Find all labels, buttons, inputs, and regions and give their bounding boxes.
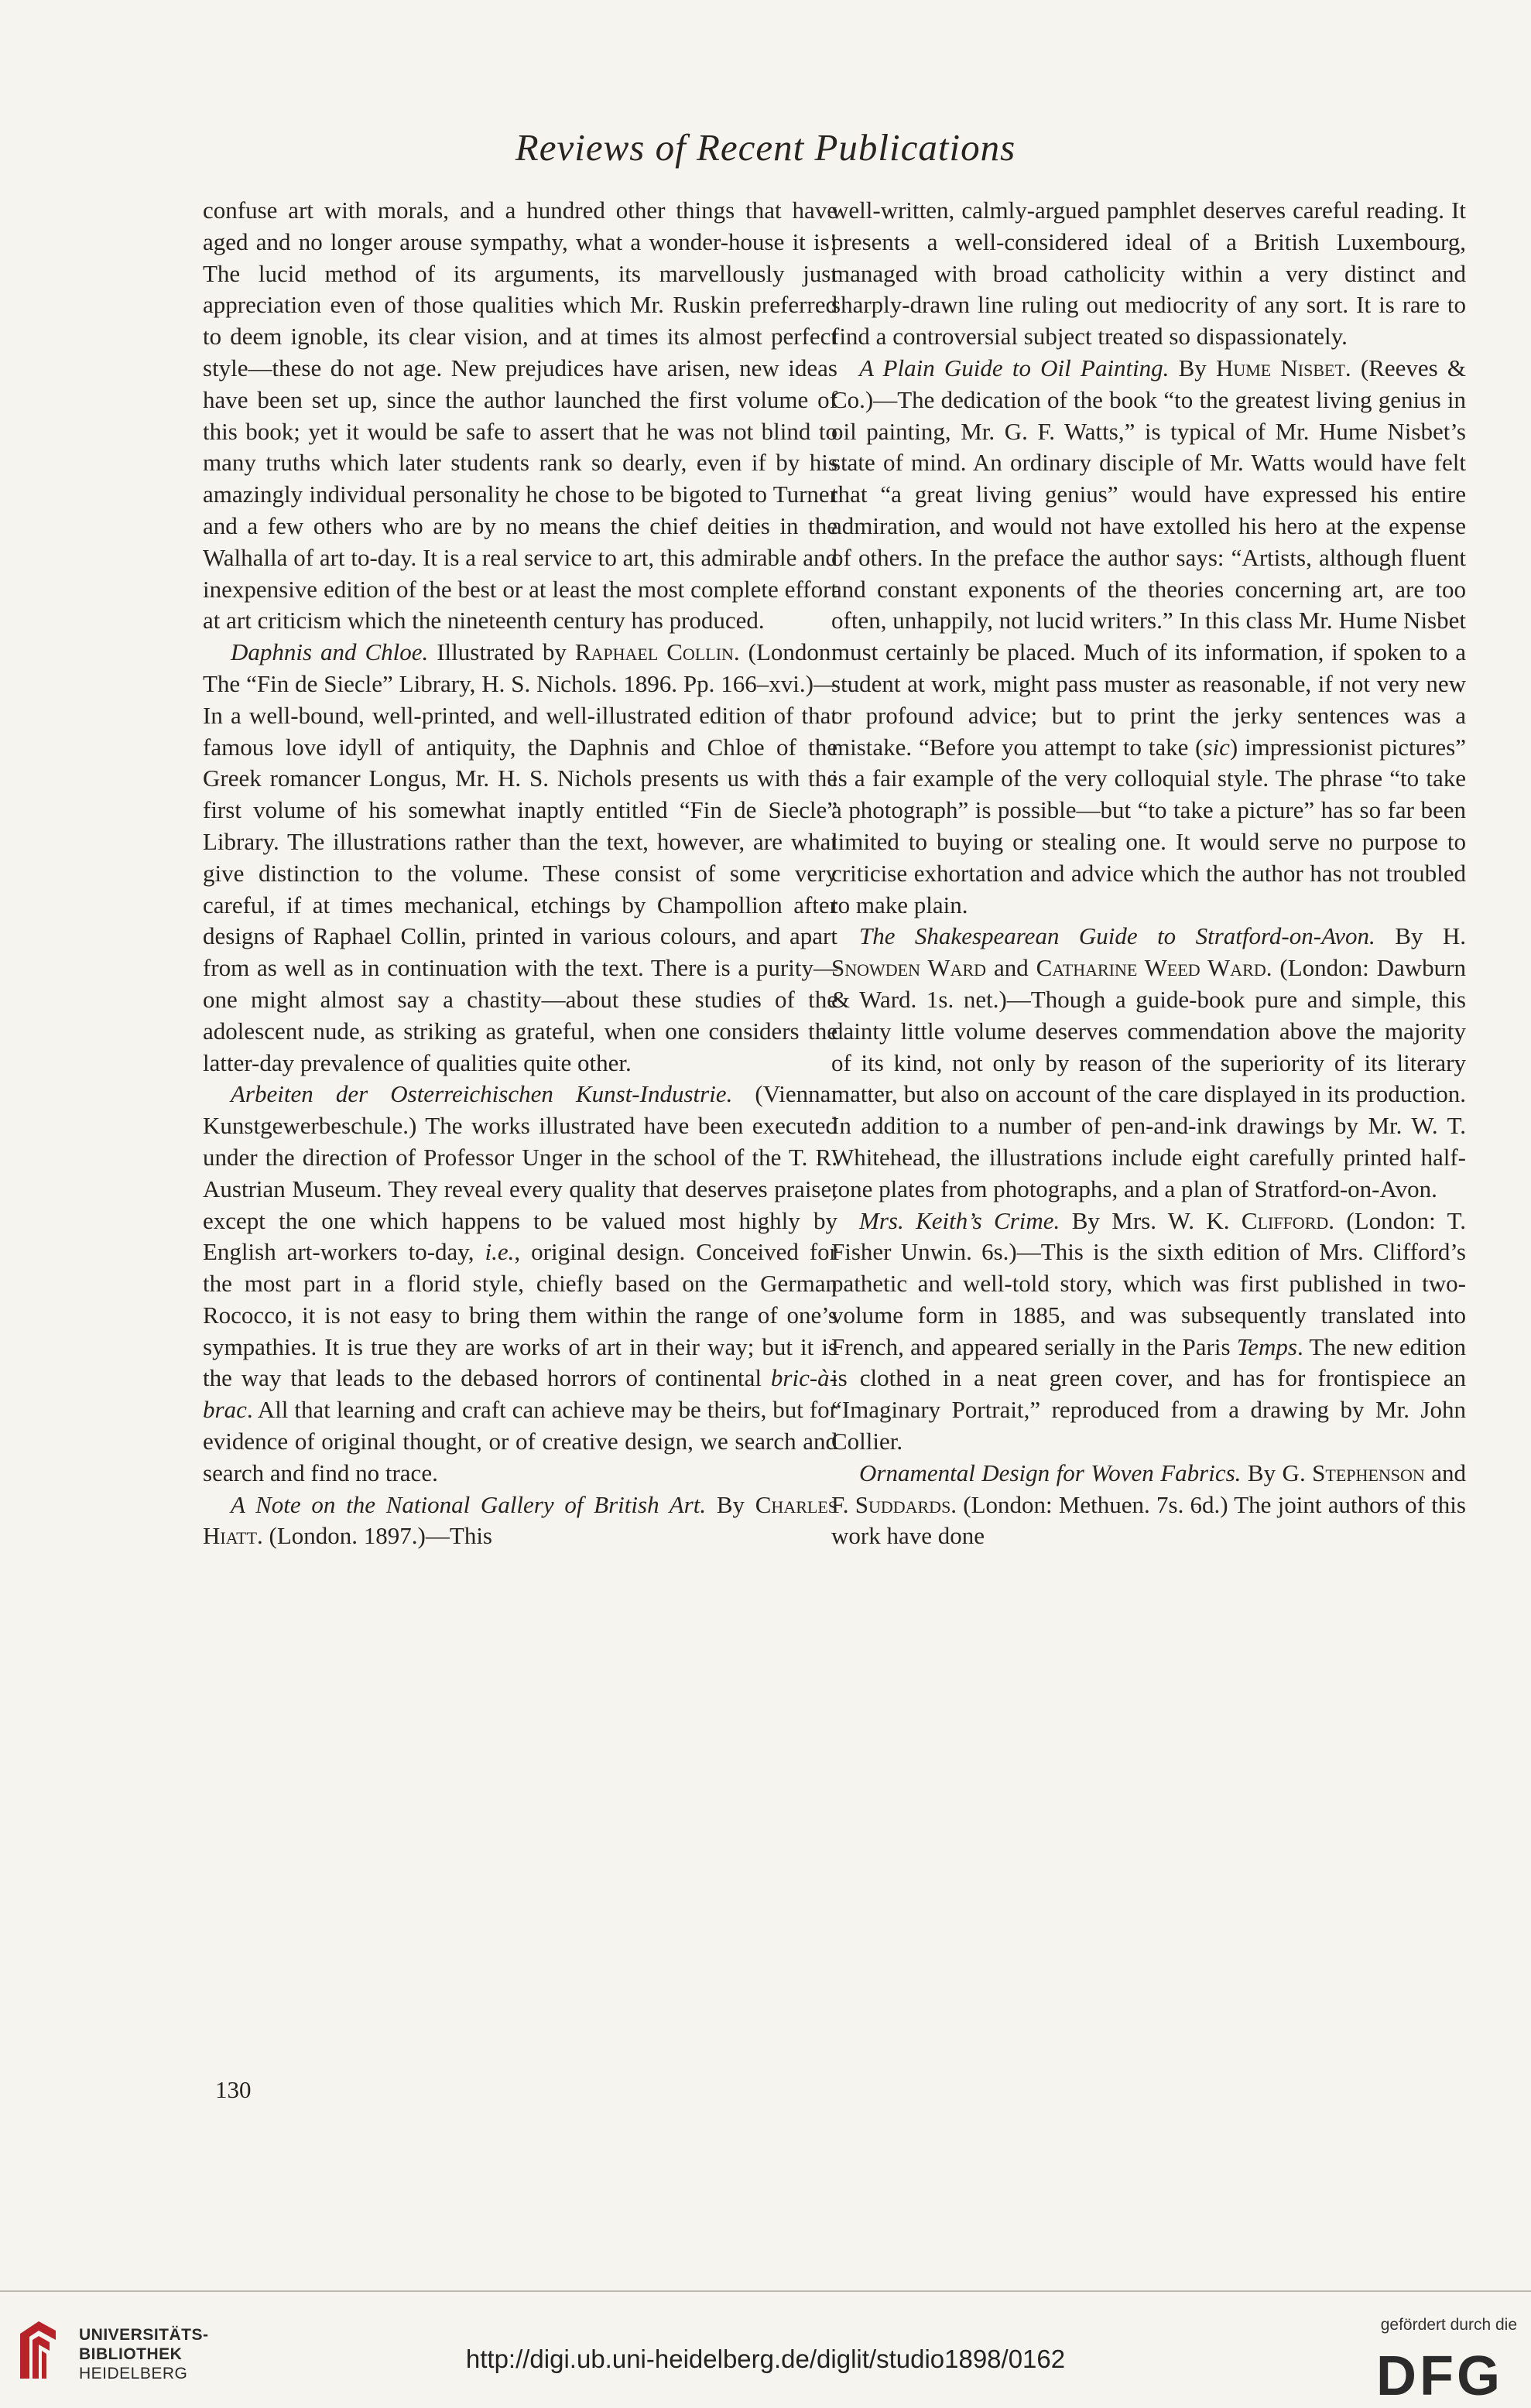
review-text: . The new edition is clothed in a neat green cover, and has for frontispiece an “Imaginary Portrait,” reproduced from a drawing by Mr. John Collier.: [831, 1332, 1466, 1455]
review-text: (London: T. Fisher Unwin. 6s.)—This is the sixth edition of Mrs. Clifford’s pathetic and well-told story, which was first published in two-volume form in 1885, and was subsequently translated into French, and appeared serially in the Paris: [831, 1206, 1466, 1360]
review-text: (Reeves & Co.)—The dedication of the book “to the greatest living genius in oil painting, Mr. G. F. Watts,” is typical of Mr. Hume Nisbet’s state of mind. An ordinary disciple of Mr. Watts would have felt that “a great living genius” would have expressed his entire admiration, and would not have extolled his hero at the expense of others. In the preface the author says: “Artists, although fluent and constant exponents of the theories concerning art, are too often, unhappily, not lucid writers.” In this class Mr. Hume Nisbet must certainly be placed. Much of its information, if spoken to a student at work, might pass muster as reasonable, if not very new or profound advice; but to print the jerky sentences was a mistake. “Before you attempt to take (: [831, 354, 1466, 761]
author-name: Raphael Collin.: [574, 638, 740, 666]
source-url-link[interactable]: http://digi.ub.uni-heidelberg.de/diglit/studio1898/0162: [465, 2345, 1066, 2373]
review-text: , original design. Conceived for the most part in a florid style, chiefly based on the German Rococco, it is not easy to bring them within the range of one’s sympathies. It is true they are works of art in their way; but it is the way that leads to the debased horrors of continental: [203, 1238, 837, 1392]
book-title: A Note on the National Gallery of British Art.: [231, 1490, 707, 1518]
paragraph: confuse art with morals, and a hundred other things that have aged and no longer arouse sympathy, what a wonder-house it is! The lucid method of its arguments, its marvellously just appreciation even of those qualities which Mr. Ruskin preferred to deem ignoble, its clear vision, and at times its almost perfect style—these do not age. New prejudices have arisen, new ideas have been set up, since the author launched the first volume of this book; yet it would be safe to assert that he was not blind to many truths which later students rank so dearly, even if by his amazingly individual personality he chose to be bigoted to Turner and a few others who are by no means the chief deities in the Walhalla of art to-day. It is a real service to art, this admirable and inexpensive edition of the best or at least the most complete effort at art criticism which the nineteenth century has produced.: [203, 197, 837, 634]
review-daphnis: [203, 637, 837, 1079]
library-line: UNIVERSITÄTS-: [79, 2326, 209, 2344]
review-text: . All that learning and craft can achieve may be theirs, but for evidence of original thought, or of creative design, we search and search and find no trace.: [203, 1396, 837, 1486]
review-text: (London: The “Fin de Siecle” Library, H. S. Nichols. 1896. Pp. 166–xvi.)—In a well-bound, well-printed, and well-illustrated edition of that famous love idyll of antiquity, the Daphnis and Chloe of the Greek romancer Longus, Mr. H. S. Nichols presents us with the first volume of his somewhat inaptly entitled “Fin de Siecle” Library. The illustrations rather than the text, however, are what give distinction to the volume. These consist of some very careful, if at times mechanical, etchings by Champollion after designs of Raphael Collin, printed in various colours, and apart from as well as in continuation with the text. There is a purity—one might almost say a chastity—about these studies of the adolescent nude, as striking as grateful, when one considers the latter-day prevalence of qualities quite other.: [203, 638, 838, 1076]
review-stratford: [831, 921, 1466, 1205]
text: By: [706, 1490, 755, 1518]
review-text: (Vienna: Kunstgewerbeschule.) The works illustrated have been executed under the direction of Professor Unger in the school of the T. R. Austrian Museum. They reveal every quality that deserves praise, except the one which happens to be valued most highly by English art-workers to-day,: [203, 1080, 838, 1266]
author-name: Hume Nisbet.: [1215, 354, 1351, 381]
running-header: Reviews of Recent Publications: [515, 126, 1016, 169]
book-title: A Plain Guide to Oil Painting.: [859, 354, 1170, 381]
dfg-logo: DFG: [1376, 2345, 1503, 2407]
library-line: BIBLIOTHEK: [79, 2345, 183, 2363]
left-column: [203, 195, 837, 1552]
review-national-gallery: [203, 1490, 837, 1553]
right-column: [831, 195, 1466, 1552]
review-text: (London: Dawburn & Ward. 1s. net.)—Though a guide-book pure and simple, this dainty little volume deserves commendation above the majority of its kind, not only by reason of the superiority of its literary matter, but also on account of the care displayed in its production. In addition to a number of pen-and-ink drawings by Mr. W. T. Whitehead, the illustrations include eight carefully printed half-tone plates from photographs, and a plan of Stratford-on-Avon.: [831, 954, 1467, 1202]
review-woven-fabrics: [831, 1458, 1466, 1552]
author-name: Stephenson: [1312, 1459, 1425, 1486]
paragraph: well-written, calmly-argued pamphlet deserves careful reading. It presents a well-considered ideal of a British Luxembourg, managed with broad catholicity within a very distinct and sharply-drawn line ruling out mediocrity of any sort. It is rare to find a controversial subject treated so dispassionately.: [831, 197, 1466, 351]
italic-text: i.e.: [485, 1238, 515, 1266]
footer-divider: [0, 2290, 1531, 2292]
library-line: HEIDELBERG: [79, 2365, 188, 2382]
book-title: Mrs. Keith’s Crime.: [859, 1206, 1060, 1234]
text: By H.: [1375, 922, 1466, 950]
book-title: The Shakespearean Guide to Stratford-on-Avon.: [859, 922, 1375, 950]
text: and: [986, 954, 1036, 982]
book-title: Daphnis and Chloe.: [231, 638, 429, 666]
author-name: Catharine Weed Ward.: [1036, 954, 1272, 982]
review-text: (London: Methuen. 7s. 6d.) The joint authors of this work have done: [831, 1490, 1466, 1550]
author-name: Snowden Ward: [831, 954, 987, 982]
book-title: Ornamental Design for Woven Fabrics.: [859, 1459, 1242, 1486]
text: and F.: [831, 1459, 1466, 1518]
italic-text: bric-à-brac: [203, 1364, 837, 1424]
italic-text: Temps: [1236, 1332, 1297, 1360]
author-name: Clifford.: [1241, 1206, 1335, 1234]
review-keiths-crime: [831, 1206, 1466, 1458]
text: By G.: [1241, 1459, 1313, 1486]
review-text: (London. 1897.)—This: [262, 1522, 492, 1550]
page-number: 130: [215, 2076, 252, 2103]
sponsor-text: gefördert durch die: [1380, 2316, 1517, 2334]
author-name: Suddards.: [855, 1490, 957, 1518]
review-arbeiten: [203, 1079, 837, 1489]
author-name: Charles Hiatt.: [203, 1490, 837, 1550]
text: By: [1169, 354, 1216, 381]
book-title: Arbeiten der Osterreichischen Kunst-Industrie.: [231, 1080, 733, 1108]
review-oil-painting: [831, 353, 1466, 921]
review-text: ) impressionist pictures” is a fair example of the very colloquial style. The phrase “to take a photograph” is possible—but “to take a picture” has so far been limited to buying or stealing one. It would serve no purpose to criticise exhortation and advice which the author has not troubled to make plain.: [831, 733, 1466, 918]
italic-text: sic: [1203, 733, 1230, 761]
text: Illustrated by: [428, 638, 575, 666]
text: By Mrs. W. K.: [1060, 1206, 1242, 1234]
